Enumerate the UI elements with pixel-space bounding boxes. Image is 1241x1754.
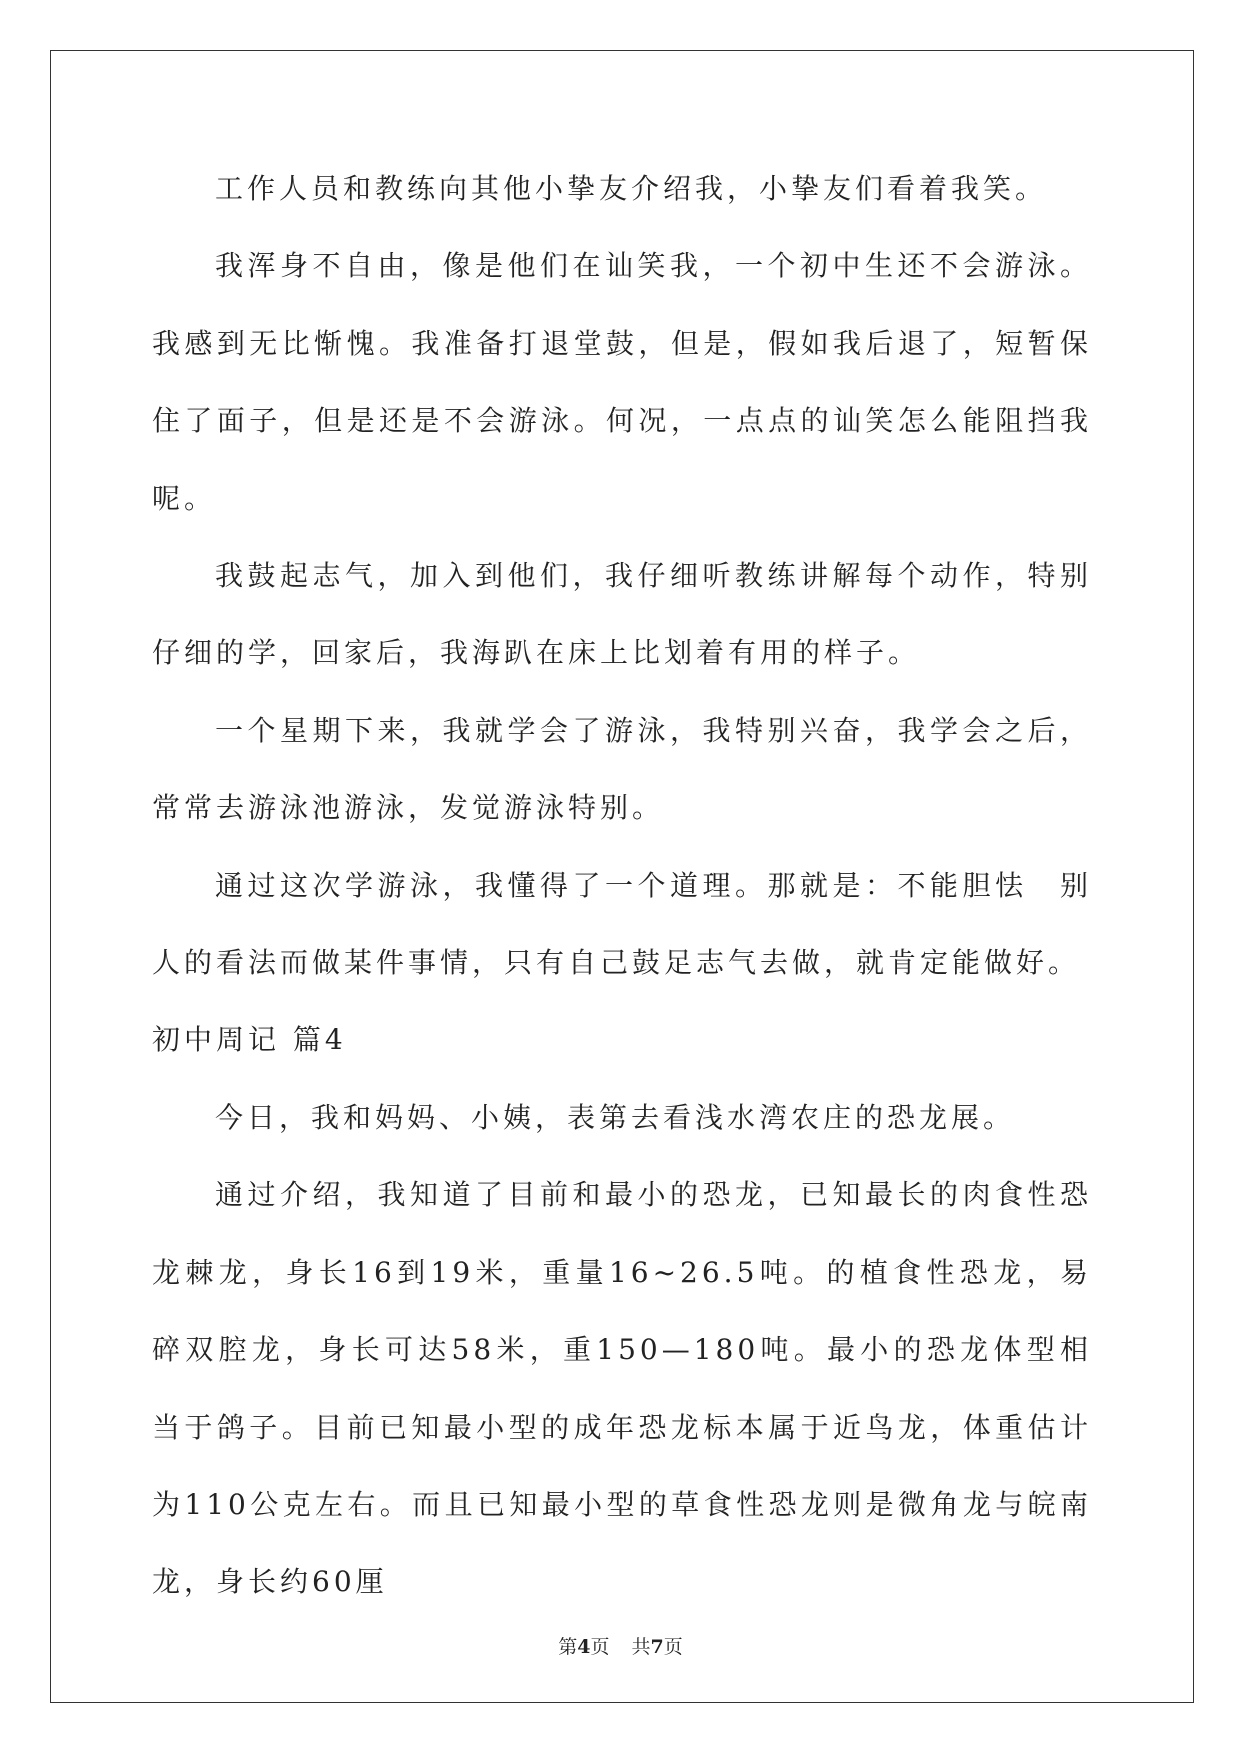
section-heading: 初中周记 篇4 [152, 1023, 347, 1057]
total-pages-number: 7 [650, 1636, 664, 1658]
page-footer [0, 1632, 1241, 1659]
footer-page-suffix: 页 [590, 1636, 610, 1658]
paragraph: 今日，我和妈妈、小姨，表第去看浅水湾农庄的恐龙展。 [215, 1100, 1016, 1134]
paragraph: 我浑身不自由，像是他们在讪笑我，一个初中生还不会游泳。我感到无比惭愧。我准备打退堂鼓，但是，假如我后退了，短暂保住了面子，但是还是不会游泳。何况，一点点的讪笑怎么能阻挡我呢。 [152, 249, 1092, 515]
footer-total-prefix: 共 [631, 1636, 651, 1658]
paragraph: 一个星期下来，我就学会了游泳，我特别兴奋，我学会之后，常常去游泳池游泳，发觉游泳特别。 [152, 713, 1092, 825]
document-body [152, 150, 1092, 1621]
footer-total-suffix: 页 [663, 1636, 683, 1658]
paragraph: 通过介绍，我知道了目前和最小的恐龙，已知最长的肉食性恐龙棘龙，身长16到19米，重量16~26.5吨。的植食性恐龙，易碎双腔龙，身长可达58米，重150—180吨。最小的恐龙体型相当于鸽子。目前已知最小型的成年恐龙标本属于近鸟龙，体重估计为110公克左右。而且已知最小型的草食性恐龙则是微角龙与皖南龙，身长约60厘 [152, 1178, 1092, 1599]
paragraph: 工作人员和教练向其他小挚友介绍我，小挚友们看着我笑。 [215, 172, 1048, 205]
current-page-number: 4 [577, 1636, 591, 1658]
paragraph: 我鼓起志气，加入到他们，我仔细听教练讲解每个动作，特别仔细的学，回家后，我海趴在床上比划着有用的样子。 [152, 559, 1092, 670]
footer-prefix: 第 [558, 1636, 578, 1658]
paragraph: 通过这次学游泳，我懂得了一个道理。那就是：不能胆怯 别人的看法而做某件事情，只有自己鼓足志气去做，就肯定能做好。 [152, 868, 1092, 980]
